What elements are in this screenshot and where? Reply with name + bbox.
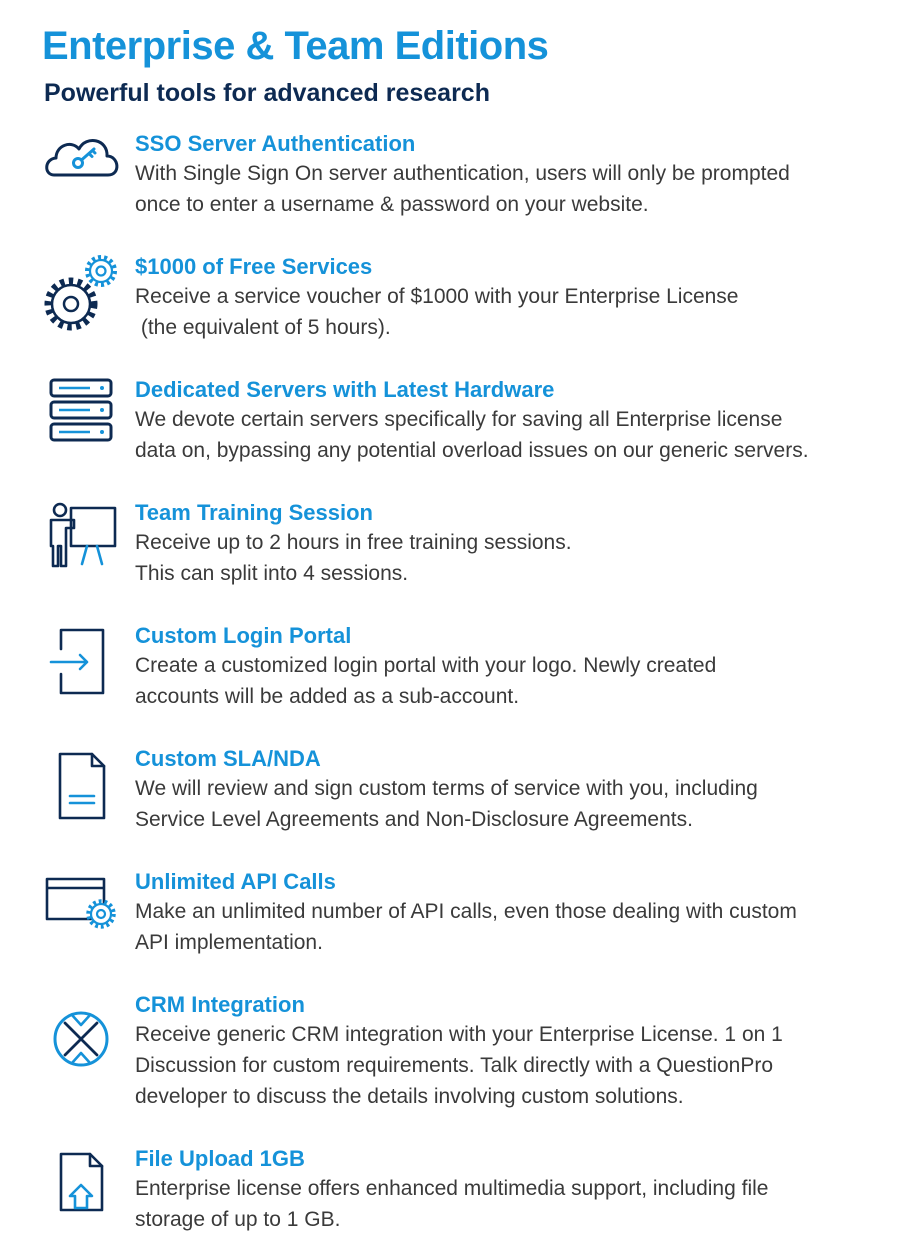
login-arrow-icon <box>42 627 122 697</box>
feature-description: We will review and sign custom terms of service with you, including Service Level Agreements and Non-Disclosure Agreements. <box>135 777 758 831</box>
page-subtitle: Powerful tools for advanced research <box>44 79 490 107</box>
feature-description: Receive up to 2 hours in free training sessions. This can split into 4 sessions. <box>135 531 572 585</box>
page-title: Enterprise & Team Editions <box>42 24 549 68</box>
gears-icon <box>42 254 122 324</box>
cloud-key-icon <box>42 129 122 199</box>
presenter-board-icon <box>42 502 122 572</box>
feature-title: $1000 of Free Services <box>135 254 373 279</box>
feature-title: CRM Integration <box>135 992 305 1017</box>
feature-description: With Single Sign On server authentication, users will only be prompted once to enter a username & password on your website. <box>135 162 790 216</box>
feature-description: Make an unlimited number of API calls, even those dealing with custom API implementation. <box>135 900 797 954</box>
feature-title: Dedicated Servers with Latest Hardware <box>135 377 555 402</box>
feature-description: Enterprise license offers enhanced multimedia support, including file storage of up to 1 GB. <box>135 1177 769 1231</box>
feature-description: Receive generic CRM integration with your Enterprise License. 1 on 1 Discussion for custom requirements. Talk directly with a QuestionPro developer to discuss the details involving custom solutions. <box>135 1023 783 1108</box>
feature-title: File Upload 1GB <box>135 1146 305 1171</box>
file-upload-icon <box>42 1152 122 1222</box>
feature-title: SSO Server Authentication <box>135 131 416 156</box>
feature-title: Unlimited API Calls <box>135 869 336 894</box>
feature-description: We devote certain servers specifically for saving all Enterprise license data on, bypassing any potential overload issues on our generic servers. <box>135 408 809 462</box>
document-icon <box>42 752 122 822</box>
crm-circle-icon <box>42 1010 122 1080</box>
feature-title: Custom Login Portal <box>135 623 352 648</box>
browser-gear-icon <box>42 875 122 945</box>
feature-description: Create a customized login portal with your logo. Newly created accounts will be added as a sub-account. <box>135 654 717 708</box>
feature-description: Receive a service voucher of $1000 with your Enterprise License (the equivalent of 5 hours). <box>135 285 739 339</box>
feature-title: Team Training Session <box>135 500 373 525</box>
server-stack-icon <box>42 377 122 447</box>
feature-title: Custom SLA/NDA <box>135 746 321 771</box>
